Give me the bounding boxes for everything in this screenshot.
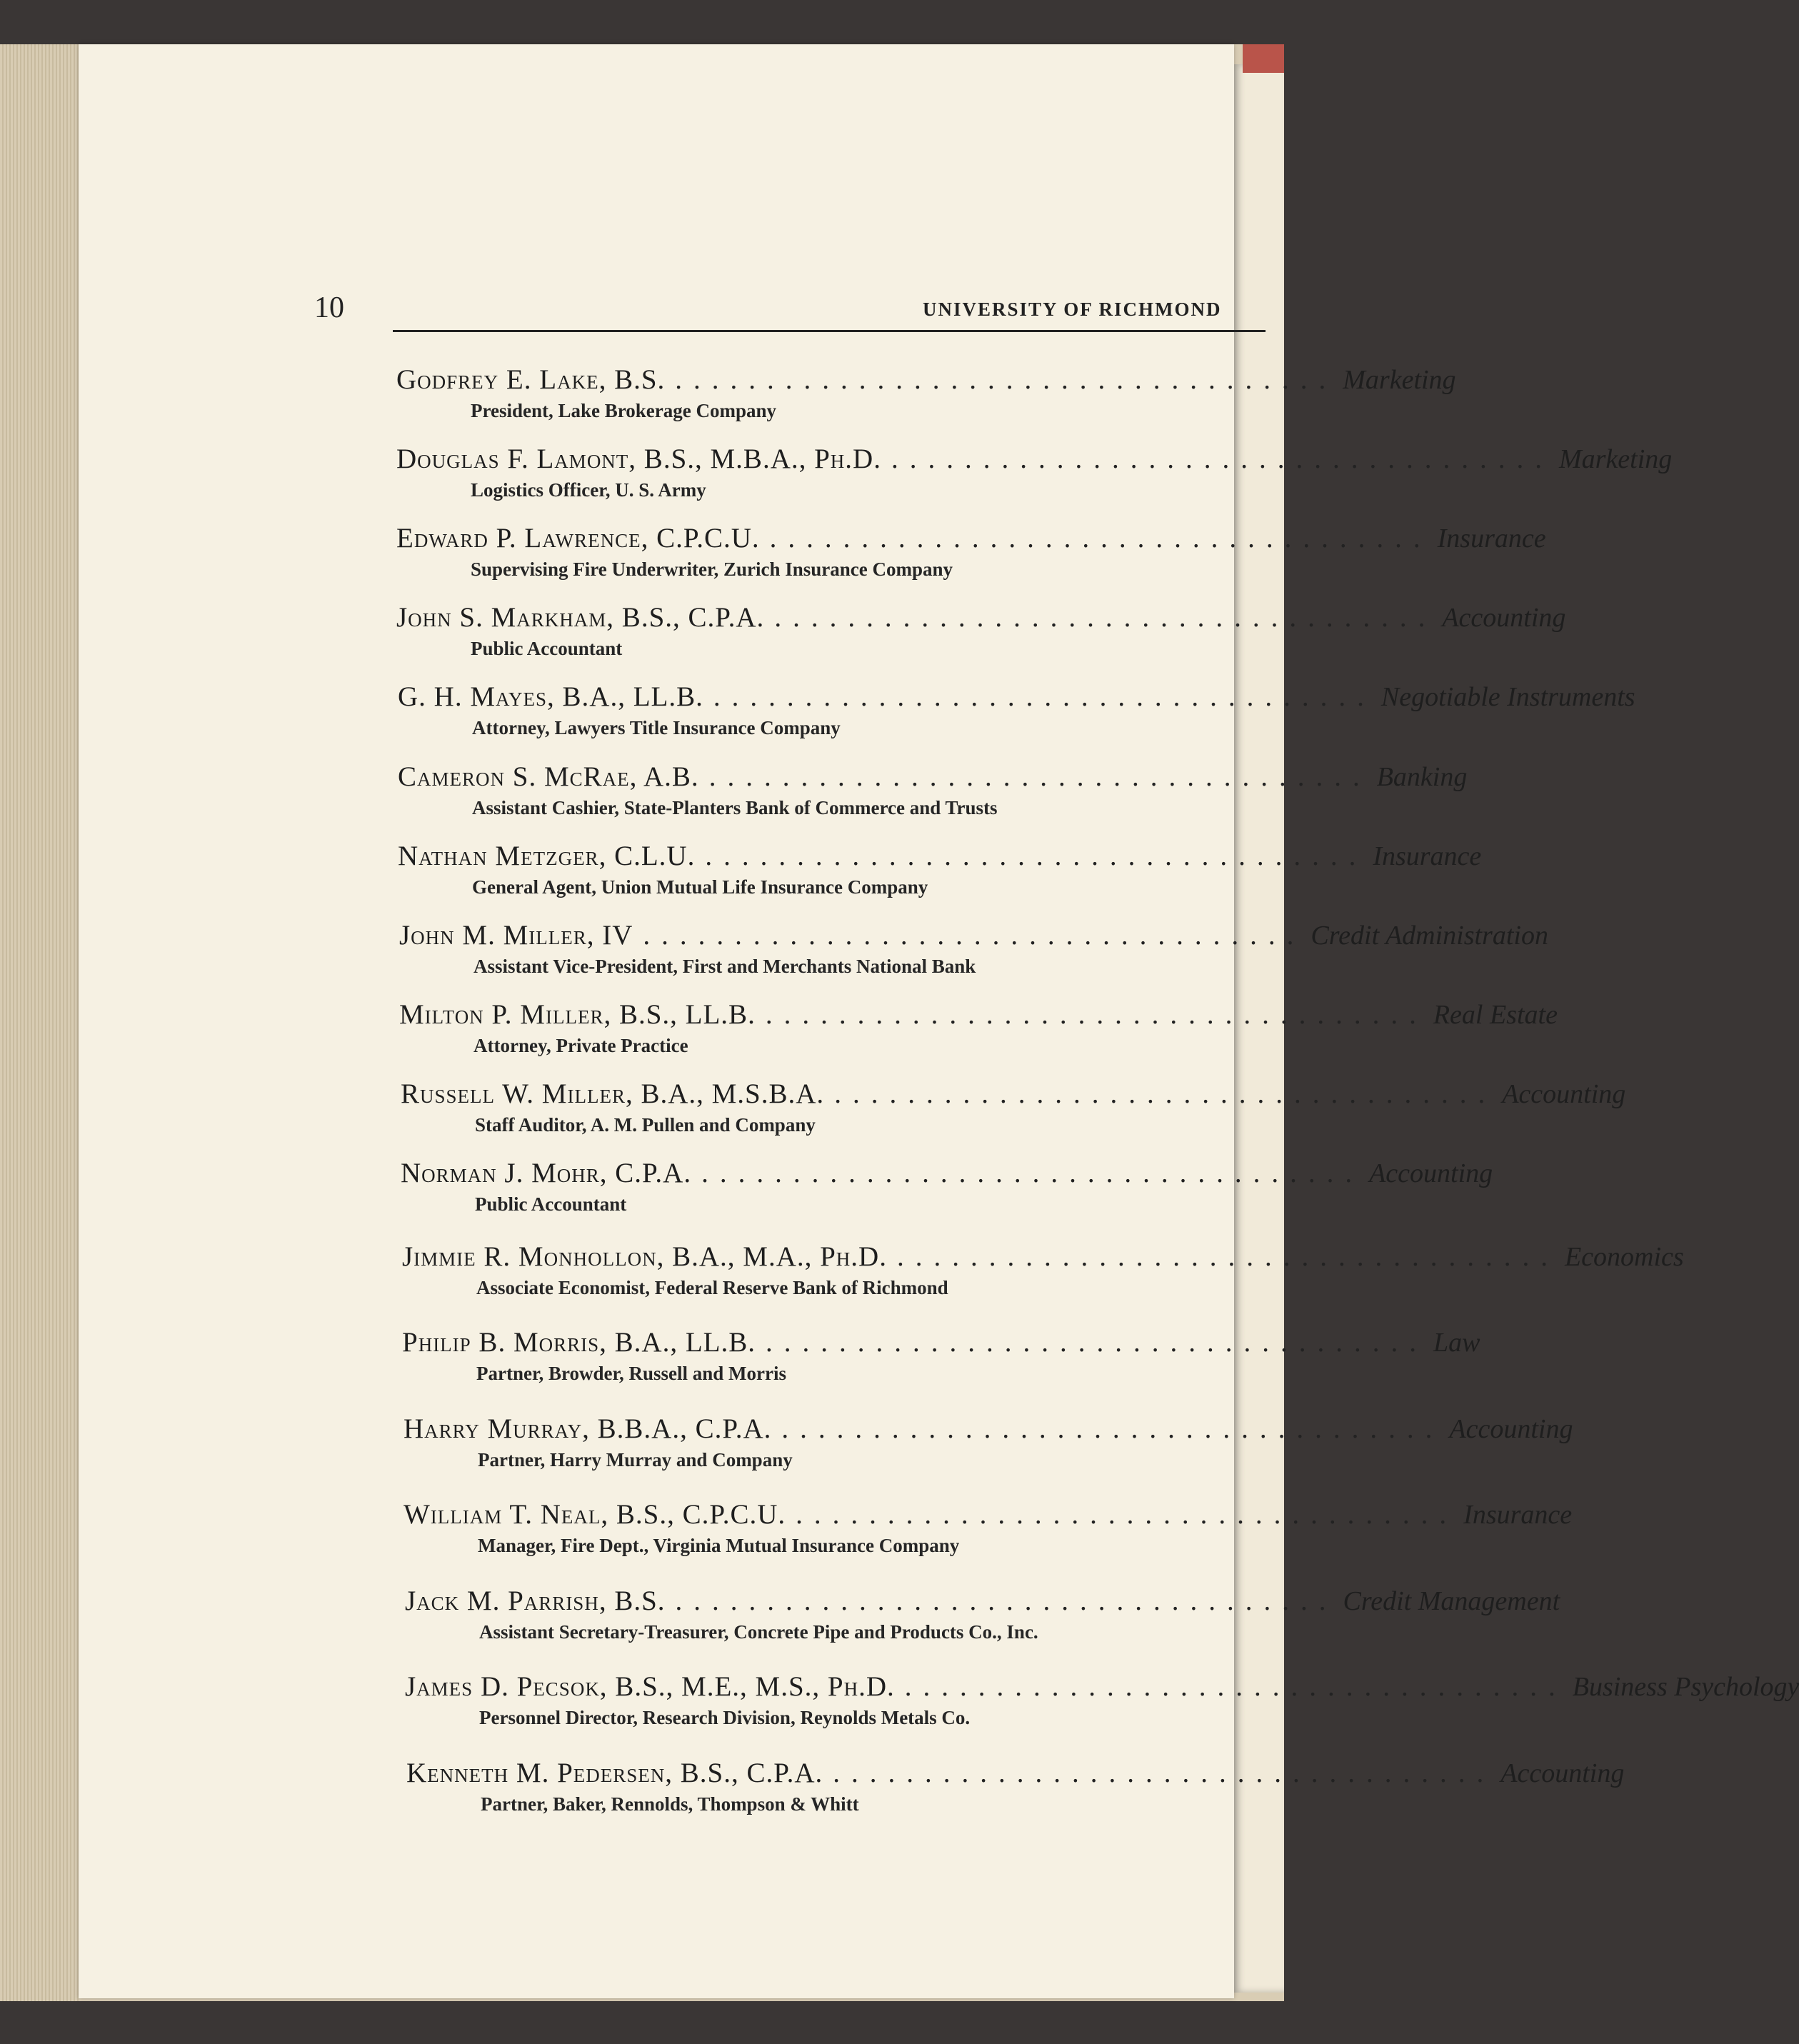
faculty-name: William T. Neal, B.S., C.P.C.U. <box>404 1499 786 1530</box>
faculty-name: John M. Miller, IV <box>399 920 633 951</box>
faculty-name: Cameron S. McRae, A.B. <box>398 761 699 792</box>
faculty-entry <box>398 681 1635 739</box>
leader-dots: .................................... <box>713 681 1375 712</box>
faculty-name: G. H. Mayes, B.A., LL.B. <box>398 681 703 712</box>
entry-line <box>401 1078 1626 1110</box>
faculty-position: Partner, Browder, Russell and Morris <box>476 1363 786 1384</box>
faculty-entry <box>398 761 1468 819</box>
faculty-subject: Insurance <box>1373 841 1482 871</box>
faculty-name: Edward P. Lawrence, C.P.C.U. <box>396 523 760 553</box>
faculty-subject: Law <box>1433 1328 1480 1358</box>
leader-dots: .................................... <box>643 920 1306 951</box>
faculty-position: Partner, Harry Murray and Company <box>478 1449 793 1471</box>
faculty-subject: Insurance <box>1463 1500 1573 1530</box>
faculty-position: Manager, Fire Dept., Virginia Mutual Insurance Company <box>478 1535 960 1556</box>
faculty-entry <box>404 1413 1573 1471</box>
faculty-position: Assistant Vice-President, First and Merchants National Bank <box>473 956 976 977</box>
entry-line <box>405 1670 1799 1703</box>
faculty-position: Partner, Baker, Rennolds, Thompson & Whitt <box>481 1793 859 1815</box>
faculty-name: Milton P. Miller, B.S., LL.B. <box>399 999 756 1030</box>
faculty-position: Staff Auditor, A. M. Pullen and Company <box>475 1114 816 1136</box>
entry-line <box>399 998 1558 1031</box>
entry-line <box>396 364 1456 396</box>
entry-line <box>404 1498 1573 1531</box>
leader-dots: .................................... <box>796 1499 1458 1530</box>
faculty-subject: Credit Management <box>1343 1586 1560 1616</box>
entry-line <box>405 1585 1560 1617</box>
entry-line <box>402 1241 1684 1273</box>
faculty-entry <box>399 919 1548 978</box>
leader-dots: .................................... <box>765 999 1428 1030</box>
page-edges <box>0 44 79 2001</box>
running-head: UNIVERSITY OF RICHMOND <box>923 299 1222 320</box>
entry-line <box>398 681 1635 713</box>
leader-dots: .................................... <box>833 1758 1495 1788</box>
faculty-name: Jimmie R. Monhollon, B.A., M.A., Ph.D. <box>402 1241 887 1272</box>
faculty-entry <box>406 1757 1625 1815</box>
faculty-position: Associate Economist, Federal Reserve Bank of Richmond <box>476 1277 948 1298</box>
entry-line <box>406 1757 1625 1789</box>
entry-line <box>398 840 1482 872</box>
faculty-name: Godfrey E. Lake, B.S. <box>396 364 666 395</box>
leader-dots: .................................... <box>705 841 1368 871</box>
leader-dots: .................................... <box>904 1671 1567 1702</box>
faculty-position: Logistics Officer, U. S. Army <box>471 479 706 501</box>
faculty-entry <box>404 1498 1573 1557</box>
faculty-entry <box>399 998 1558 1057</box>
faculty-subject: Real Estate <box>1433 1000 1558 1030</box>
faculty-name: Norman J. Mohr, C.P.A. <box>401 1158 692 1188</box>
faculty-entry <box>405 1585 1560 1643</box>
leader-dots: .................................... <box>675 1585 1338 1616</box>
faculty-position: General Agent, Union Mutual Life Insurance Company <box>472 876 928 898</box>
faculty-entry <box>398 840 1482 898</box>
faculty-entry <box>396 601 1566 660</box>
leader-dots: .................................... <box>781 1413 1444 1444</box>
faculty-entry <box>396 443 1673 501</box>
faculty-subject: Accounting <box>1442 603 1566 633</box>
faculty-position: Public Accountant <box>471 638 623 659</box>
entry-line <box>399 919 1548 951</box>
leader-dots: .................................... <box>708 761 1371 792</box>
leader-dots: .................................... <box>769 523 1432 553</box>
faculty-position: Public Accountant <box>475 1193 627 1215</box>
leader-dots: .................................... <box>675 364 1338 395</box>
faculty-subject: Economics <box>1564 1242 1684 1272</box>
faculty-name: John S. Markham, B.S., C.P.A. <box>396 602 765 633</box>
faculty-subject: Marketing <box>1343 365 1456 395</box>
entry-line <box>398 761 1468 793</box>
faculty-position: Assistant Secretary-Treasurer, Concrete Pipe and Products Co., Inc. <box>479 1621 1038 1643</box>
faculty-subject: Accounting <box>1502 1079 1626 1109</box>
faculty-entry <box>396 364 1456 422</box>
entry-line <box>401 1157 1493 1189</box>
faculty-entry <box>402 1241 1684 1299</box>
entry-line <box>396 522 1546 554</box>
faculty-entry <box>405 1670 1799 1729</box>
faculty-name: Kenneth M. Pedersen, B.S., C.P.A. <box>406 1758 823 1788</box>
faculty-name: Philip B. Morris, B.A., LL.B. <box>402 1327 756 1358</box>
leader-dots: .................................... <box>896 1241 1559 1272</box>
faculty-subject: Negotiable Instruments <box>1380 682 1635 712</box>
faculty-subject: Business Psychology <box>1572 1672 1799 1702</box>
faculty-position: Attorney, Private Practice <box>473 1035 688 1056</box>
faculty-name: Harry Murray, B.B.A., C.P.A. <box>404 1413 772 1444</box>
faculty-subject: Banking <box>1376 762 1468 792</box>
entry-line <box>402 1326 1480 1358</box>
header-rule <box>393 330 1266 332</box>
faculty-name: Jack M. Parrish, B.S. <box>405 1585 666 1616</box>
faculty-position: Supervising Fire Underwriter, Zurich Insurance Company <box>471 558 953 580</box>
faculty-subject: Accounting <box>1369 1158 1493 1188</box>
faculty-subject: Insurance <box>1437 523 1546 553</box>
leader-dots: .................................... <box>891 444 1553 474</box>
faculty-subject: Marketing <box>1558 444 1673 474</box>
faculty-position: Personnel Director, Research Division, Reynolds Metals Co. <box>479 1707 971 1728</box>
faculty-position: President, Lake Brokerage Company <box>471 400 776 421</box>
faculty-name: Douglas F. Lamont, B.S., M.B.A., Ph.D. <box>396 444 881 474</box>
faculty-position: Assistant Cashier, State-Planters Bank of Commerce and Trusts <box>472 797 998 818</box>
leader-dots: .................................... <box>774 602 1437 633</box>
faculty-name: Russell W. Miller, B.A., M.S.B.A. <box>401 1078 825 1109</box>
leader-dots: .................................... <box>834 1078 1497 1109</box>
leader-dots: .................................... <box>765 1327 1428 1358</box>
page-number: 10 <box>314 291 344 324</box>
entry-line <box>396 601 1566 633</box>
entry-line <box>404 1413 1573 1445</box>
faculty-entry <box>401 1157 1493 1216</box>
book-page <box>79 44 1799 1998</box>
leader-dots: .................................... <box>701 1158 1364 1188</box>
faculty-subject: Accounting <box>1500 1758 1625 1788</box>
faculty-subject: Credit Administration <box>1311 921 1548 951</box>
faculty-name: Nathan Metzger, C.L.U. <box>398 841 696 871</box>
faculty-entry <box>402 1326 1480 1385</box>
faculty-subject: Accounting <box>1449 1414 1573 1444</box>
faculty-entry <box>396 522 1546 581</box>
entry-line <box>396 443 1673 475</box>
faculty-position: Attorney, Lawyers Title Insurance Company <box>472 717 841 738</box>
faculty-entry <box>401 1078 1626 1136</box>
ribbon-marker <box>1243 44 1284 73</box>
faculty-name: James D. Pecsok, B.S., M.E., M.S., Ph.D. <box>405 1671 895 1702</box>
